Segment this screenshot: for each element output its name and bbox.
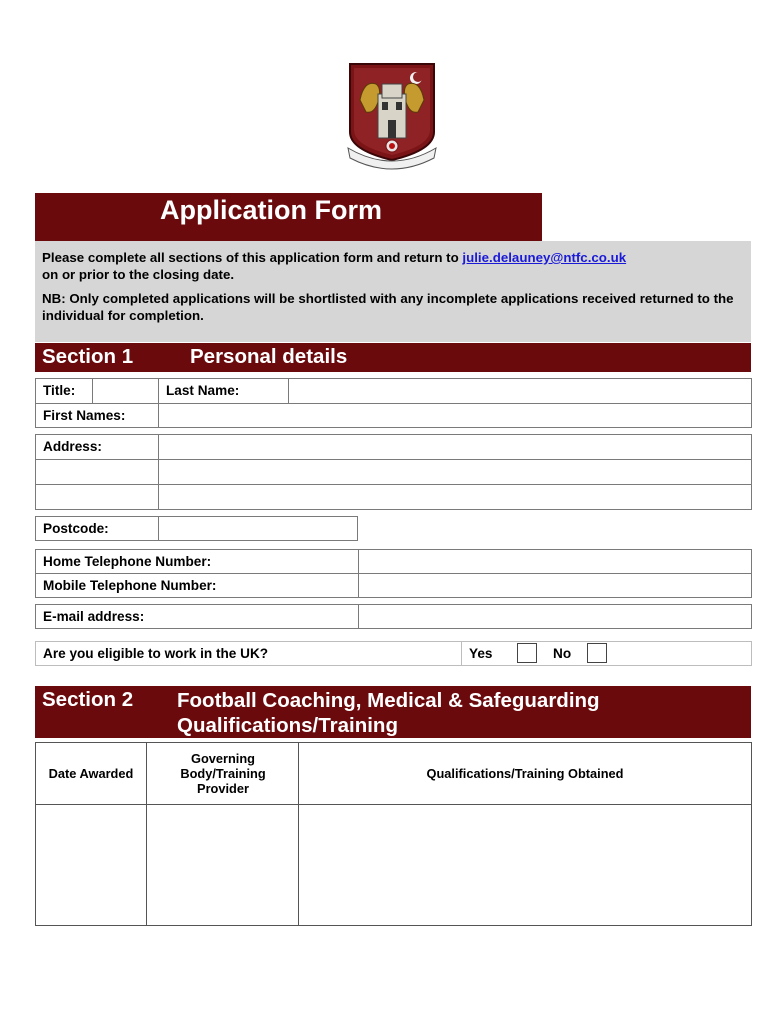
yes-label: Yes [469, 646, 493, 661]
yes-checkbox[interactable] [517, 643, 537, 663]
address-label-blank-2 [35, 459, 159, 485]
section1-title: Personal details [190, 345, 348, 368]
mobile-phone-field[interactable] [358, 573, 752, 598]
form-title-bar [35, 193, 542, 241]
section2-title: Football Coaching, Medical & Safeguarding Qualifications/Training [177, 689, 600, 737]
address-field-2[interactable] [158, 459, 752, 485]
section2-number: Section 2 [42, 688, 134, 711]
email-field[interactable] [358, 604, 752, 629]
last-name-field[interactable] [288, 378, 752, 404]
date-awarded-cell[interactable] [36, 805, 146, 925]
col-header-date-awarded: Date Awarded [48, 766, 134, 781]
club-crest-logo [346, 62, 438, 172]
shortlist-note: NB: Only completed applications will be shortlisted with any incomplete applications received returned to the individual for completion. [42, 291, 734, 323]
title-field[interactable] [92, 378, 159, 404]
eligibility-question: Are you eligible to work in the UK? [35, 641, 462, 666]
home-phone-field[interactable] [358, 549, 752, 574]
contact-email-link[interactable]: julie.delauney@ntfc.co.uk [462, 250, 627, 265]
form-title: Application Form [160, 195, 382, 225]
section2-header [35, 686, 751, 738]
address-label: Address: [35, 434, 159, 460]
last-name-label: Last Name: [158, 378, 289, 404]
mobile-phone-label: Mobile Telephone Number: [35, 573, 359, 598]
postcode-field[interactable] [158, 516, 358, 541]
home-phone-label: Home Telephone Number: [35, 549, 359, 574]
col-header-qualifications: Qualifications/Training Obtained [426, 766, 624, 781]
qualifications-table [35, 742, 752, 926]
address-field-1[interactable] [158, 434, 752, 460]
no-checkbox[interactable] [587, 643, 607, 663]
postcode-label: Postcode: [35, 516, 159, 541]
qualifications-cell[interactable] [299, 805, 751, 925]
email-label: E-mail address: [35, 604, 359, 629]
address-label-blank-3 [35, 484, 159, 510]
title-label: Title: [35, 378, 93, 404]
section1-number: Section 1 [42, 345, 134, 368]
instructions-text: Please complete all sections of this application form and return to julie.delauney@ntfc.co.uk on or prior to the closing date. [42, 250, 627, 282]
governing-body-cell[interactable] [147, 805, 298, 925]
address-field-3[interactable] [158, 484, 752, 510]
section1-header [35, 343, 751, 372]
eligibility-options [461, 641, 752, 666]
first-names-label: First Names: [35, 403, 159, 428]
first-names-field[interactable] [158, 403, 752, 428]
col-header-governing-body: Governing Body/Training Provider [180, 751, 266, 796]
instructions-panel [35, 241, 751, 342]
no-label: No [553, 646, 572, 661]
